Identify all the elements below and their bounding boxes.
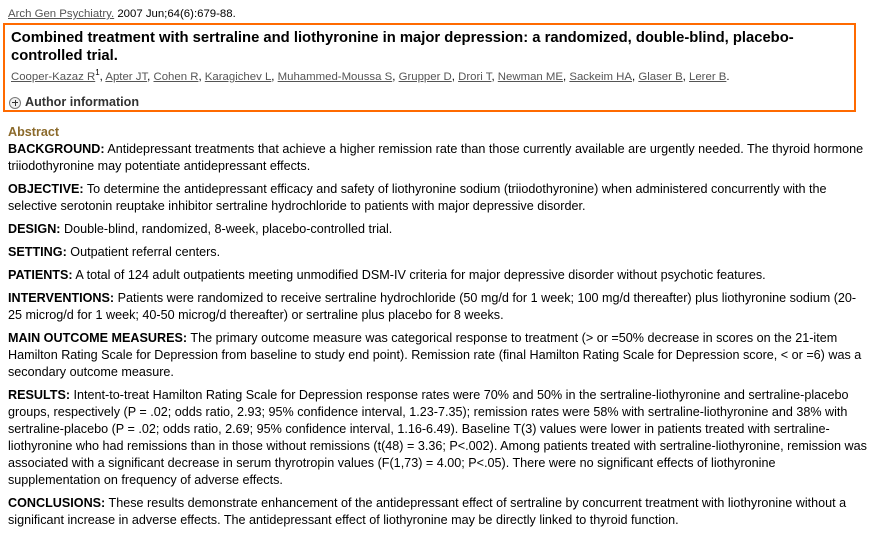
author-link[interactable]: Cohen R (153, 71, 199, 83)
author-link[interactable]: Cooper-Kazaz R (11, 71, 96, 83)
section-label: INTERVENTIONS: (8, 291, 115, 305)
abstract-section-interventions (8, 290, 870, 324)
article-header-highlight (3, 23, 856, 112)
section-label: SETTING: (8, 245, 67, 259)
abstract-body (8, 141, 870, 535)
citation-details: 2007 Jun;64(6):679-88. (117, 8, 236, 20)
section-text: The primary outcome measure was categorical response to treatment (> or =50% decrease in scores on the 21-item Hamilton Rating Scale for Depression from baseline to study end point). Remission rate (final Hamilton Rating Scale for Depression score, < or =6) was a secondary outcome measure. (8, 331, 862, 379)
abstract-section-conclusions (8, 495, 870, 529)
article-title: Combined treatment with sertraline and liothyronine in major depression: a randomized, double-blind, placebo-controlled trial. (11, 30, 794, 64)
section-text: Antidepressant treatments that achieve a higher remission rate than those currently available are urgently needed. The thyroid hormone triiodothyronine may potentiate antidepressant effects. (8, 142, 864, 173)
section-text: These results demonstrate enhancement of the antidepressant effect of sertraline by concurrent treatment with liothyronine without a significant increase in adverse effects. The antidepressant effect of liothyronine may be directly linked to thyroid function. (8, 496, 847, 527)
author-list: Cooper-Kazaz $R^1$, Apter JT, Cohen R, Karagichev L, Muhammed-Moussa S, Grupper D, Drori T, Newman ME, Sackeim HA, Glaser B, Lerer B. (11, 68, 730, 83)
author-information-label: Author information (25, 95, 140, 109)
section-text: Intent-to-treat Hamilton Rating Scale for Depression response rates were 70% and 50% in the sertraline-liothyronine and sertraline-placebo groups, respectively (P = .02; odds ratio, 2.93; 95% confidence interval, 1.23-7.35); remission rates were 58% with sertraline-liothyronine and 38% with sertraline-placebo (P = .02; odds ratio, 2.69; 95% confidence interval, 1.16-6.49). Baseline T(3) values were lower in patients treated with sertraline-liothyronine who had remissions than in those without remissions (t(48) = 3.36; P<.002). Among patients treated with sertraline-liothyronine, remission was associated with a significant decrease in serum thyrotropin values (F(1,73) = 4.00; P<.05). There were no significant effects of liothyronine supplementation on frequency of adverse effects. (8, 388, 867, 487)
author-link[interactable]: Lerer B (689, 71, 727, 83)
author-link[interactable]: Drori T (458, 71, 492, 83)
section-text: To determine the antidepressant efficacy and safety of liothyronine sodium (triiodothyronine) when administered concurrently with the selective serotonin reuptake inhibitor sertraline hydrochloride to patients with major depressive disorder. (8, 182, 827, 213)
journal-link[interactable]: Arch Gen Psychiatry. (8, 8, 115, 20)
section-label: PATIENTS: (8, 268, 73, 282)
author-affiliation-sup: 1 (95, 68, 100, 78)
abstract-heading: Abstract (8, 125, 60, 139)
section-label: OBJECTIVE: (8, 182, 84, 196)
citation-line (8, 6, 236, 23)
section-label: MAIN OUTCOME MEASURES: (8, 331, 188, 345)
author-link[interactable]: Glaser B (638, 71, 683, 83)
author-link[interactable]: Apter JT (105, 71, 148, 83)
author-link[interactable]: Newman ME (497, 71, 563, 83)
author-link[interactable]: Grupper D (398, 71, 452, 83)
abstract-section-objective (8, 181, 870, 215)
section-label: RESULTS: (8, 388, 71, 402)
section-label: CONCLUSIONS: (8, 496, 106, 510)
abstract-section-setting (8, 244, 870, 261)
author-link[interactable]: Sackeim HA (569, 71, 633, 83)
abstract-section-patients (8, 267, 870, 284)
expand-plus-icon[interactable] (9, 97, 21, 109)
section-text: A total of 124 adult outpatients meeting unmodified DSM-IV criteria for major depressive disorder without psychotic features. (72, 268, 766, 282)
author-link[interactable]: Karagichev L (204, 71, 272, 83)
author-information-toggle[interactable] (9, 94, 139, 111)
abstract-section-main-outcome-measures (8, 330, 870, 381)
abstract-section-design (8, 221, 870, 238)
section-text: Double-blind, randomized, 8-week, placebo-controlled trial. (60, 222, 393, 236)
section-label: DESIGN: (8, 222, 61, 236)
abstract-section-background (8, 141, 870, 175)
section-text: Patients were randomized to receive sertraline hydrochloride (50 mg/d for 1 week; 100 mg/d thereafter) plus liothyronine sodium (20-25 microg/d for 1 week; 40-50 microg/d thereafter) or sertraline plus placebo for 8 weeks. (8, 291, 857, 322)
section-text: Outpatient referral centers. (66, 245, 221, 259)
abstract-section-results (8, 387, 870, 489)
section-label: BACKGROUND: (8, 142, 105, 156)
author-link[interactable]: Muhammed-Moussa S (277, 71, 393, 83)
